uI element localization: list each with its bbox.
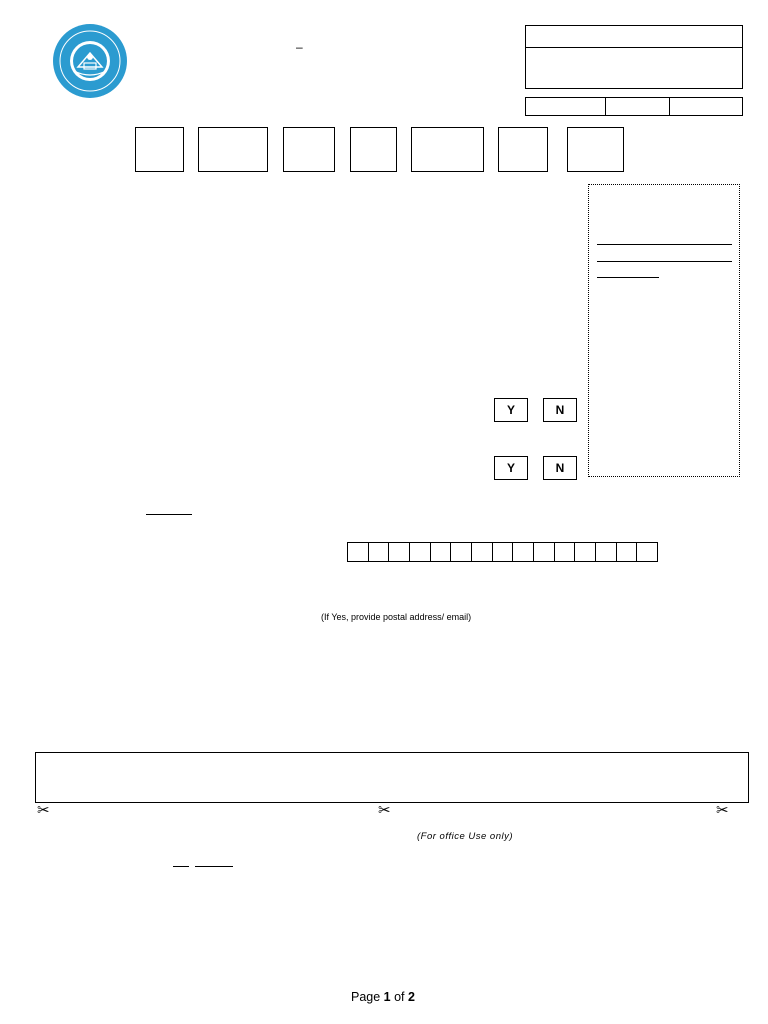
page-prefix: Page — [351, 990, 384, 1004]
page-current: 1 — [383, 990, 391, 1004]
id-digit-cell[interactable] — [493, 542, 514, 562]
code-box-6[interactable] — [498, 127, 548, 172]
page-of: of — [390, 990, 408, 1004]
id-digit-cell[interactable] — [555, 542, 576, 562]
id-digit-cell[interactable] — [410, 542, 431, 562]
date-box-divider — [605, 98, 606, 115]
yes-checkbox-1[interactable]: Y — [494, 398, 528, 422]
page-number — [351, 990, 415, 1004]
scissors-icon: ✂ — [716, 802, 729, 819]
no-checkbox-1[interactable]: N — [543, 398, 577, 422]
id-digit-cell[interactable] — [575, 542, 596, 562]
header-dash: – — [296, 40, 303, 54]
photo-line-1 — [597, 244, 732, 245]
form-number-divider — [526, 47, 742, 48]
underline-field-medium — [195, 866, 233, 867]
id-digit-cell[interactable] — [451, 542, 472, 562]
id-digit-cell[interactable] — [617, 542, 638, 562]
code-box-7[interactable] — [567, 127, 624, 172]
date-boxes[interactable] — [525, 97, 743, 116]
id-digit-cell[interactable] — [472, 542, 493, 562]
date-box-divider — [669, 98, 670, 115]
id-digit-cell[interactable] — [369, 542, 390, 562]
photo-box[interactable] — [588, 184, 740, 477]
id-digit-cell[interactable] — [637, 542, 658, 562]
scissors-icon: ✂ — [37, 802, 50, 819]
office-use-note: (For office Use only) — [417, 831, 514, 842]
code-box-2[interactable] — [198, 127, 268, 172]
id-digit-cell[interactable] — [513, 542, 534, 562]
photo-line-2 — [597, 261, 732, 262]
underline-field-small — [173, 866, 189, 867]
id-number-cells[interactable] — [347, 542, 658, 561]
scissors-icon: ✂ — [378, 802, 391, 819]
declaration-box[interactable] — [35, 752, 749, 803]
code-box-3[interactable] — [283, 127, 335, 172]
id-digit-cell[interactable] — [389, 542, 410, 562]
id-digit-cell[interactable] — [347, 542, 369, 562]
yes-checkbox-2[interactable]: Y — [494, 456, 528, 480]
id-digit-cell[interactable] — [431, 542, 452, 562]
university-logo — [42, 23, 138, 99]
form-number-box — [525, 25, 743, 89]
page-total: 2 — [408, 990, 415, 1004]
code-box-1[interactable] — [135, 127, 184, 172]
underline-field — [146, 514, 192, 515]
photo-line-3 — [597, 277, 659, 278]
no-checkbox-2[interactable]: N — [543, 456, 577, 480]
code-box-5[interactable] — [411, 127, 484, 172]
id-digit-cell[interactable] — [534, 542, 555, 562]
id-digit-cell[interactable] — [596, 542, 617, 562]
contact-note: (If Yes, provide postal address/ email) — [321, 612, 472, 622]
university-seal-icon — [42, 23, 138, 99]
code-box-4[interactable] — [350, 127, 397, 172]
